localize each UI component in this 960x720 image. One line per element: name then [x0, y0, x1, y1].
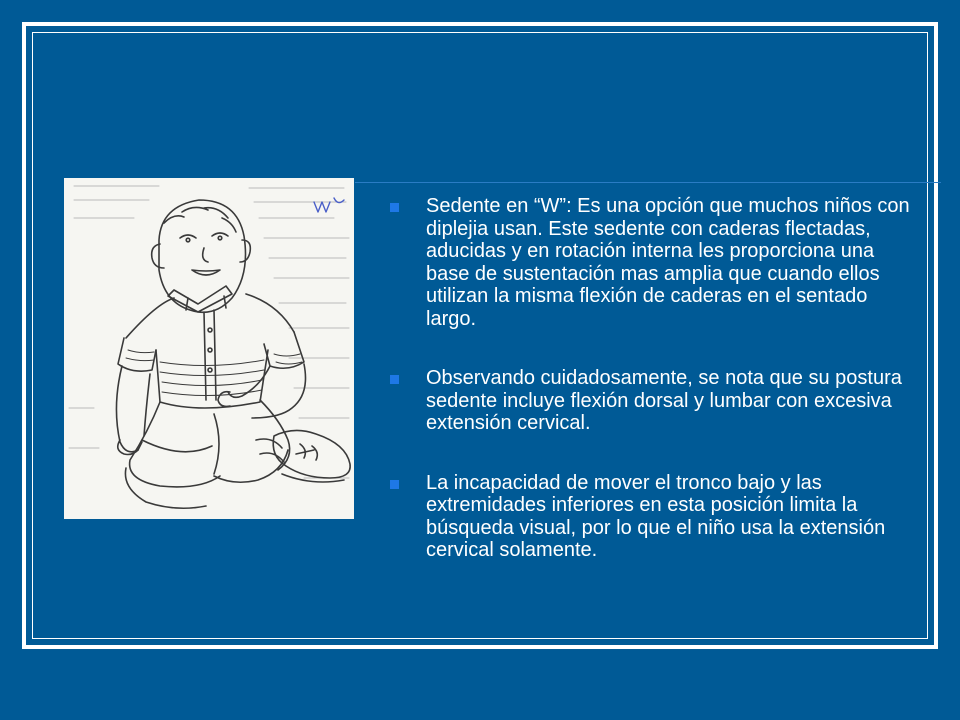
bullet-item — [390, 367, 910, 435]
bullet-text: Observando cuidadosamente, se nota que su postura sedente incluye flexión dorsal y lumbar con excesiva extensión cervical. — [426, 367, 902, 434]
bullet-list — [390, 195, 910, 562]
square-bullet-icon — [390, 203, 399, 212]
bullet-text: La incapacidad de mover el tronco bajo y las extremidades inferiores en esta posición limita la búsqueda visual, por lo que el niño usa la extensión cervical solamente. — [426, 471, 886, 561]
bullet-item — [390, 472, 910, 562]
title-divider-line — [355, 182, 941, 183]
child-sketch-image — [64, 178, 354, 519]
bullet-item — [390, 195, 910, 330]
bullet-text: Sedente en “W”: Es una opción que muchos niños con diplejia usan. Este sedente con caderas flectadas, aducidas y en rotación interna les proporciona una base de sustentación mas amplia que cuando ellos utilizan la misma flexión de caderas en el sentado largo. — [426, 195, 910, 330]
square-bullet-icon — [390, 375, 399, 384]
square-bullet-icon — [390, 480, 399, 489]
